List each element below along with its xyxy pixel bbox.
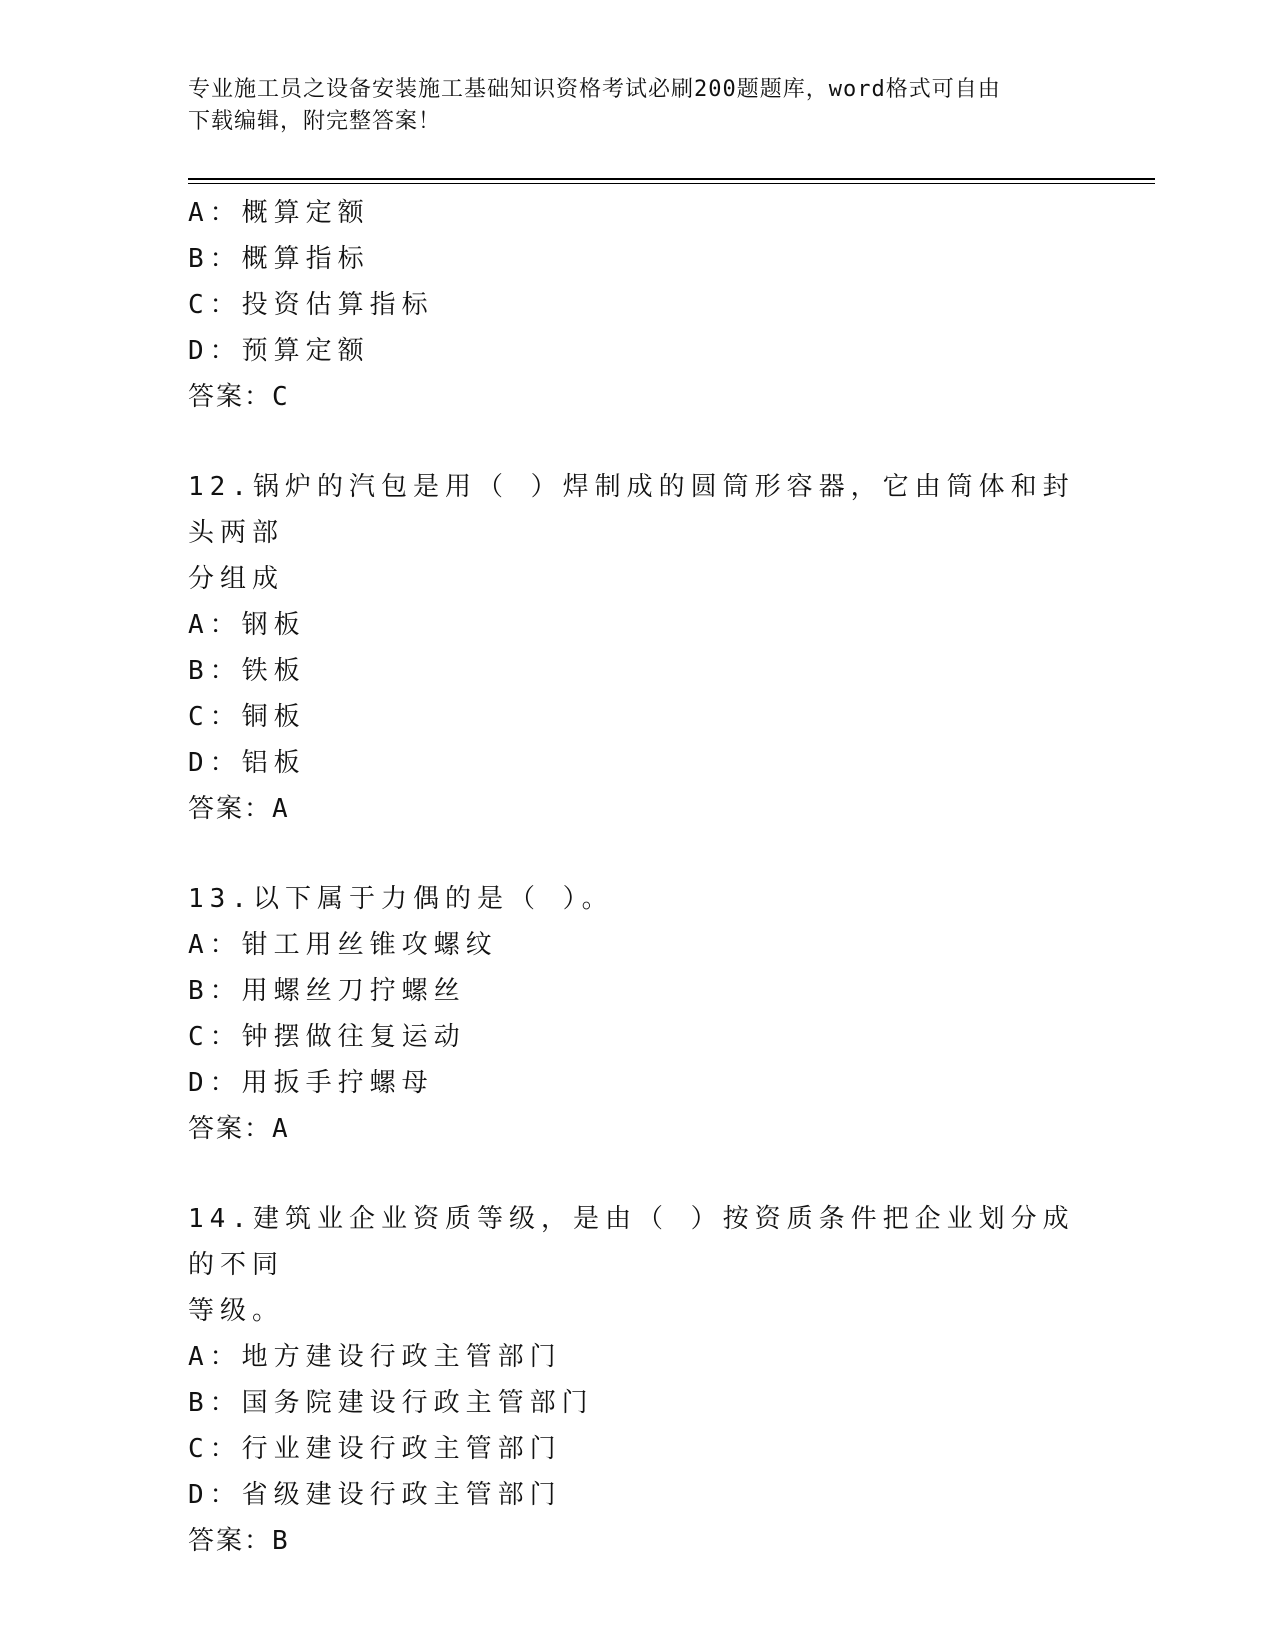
question-11 [188, 190, 1088, 420]
option-d: D：省级建设行政主管部门 [188, 1480, 562, 1510]
header-line-1: 专业施工员之设备安装施工基础知识资格考试必刷200题题库，word格式可自由 [188, 77, 1001, 102]
option-c: C：铜板 [188, 702, 306, 732]
option-a: A：地方建设行政主管部门 [188, 1342, 562, 1372]
header-divider-thick [188, 178, 1155, 180]
option-b: B：国务院建设行政主管部门 [188, 1388, 594, 1418]
option-c: C：行业建设行政主管部门 [188, 1434, 562, 1464]
question-text-line-2: 分组成 [188, 564, 285, 594]
option-c: C：钟摆做往复运动 [188, 1022, 466, 1052]
option-b: B：铁板 [188, 656, 306, 686]
question-text-line-1: 12.锅炉的汽包是用（ ）焊制成的圆筒形容器，它由筒体和封头两部 [188, 472, 1075, 548]
option-a: A：钳工用丝锥攻螺纹 [188, 930, 498, 960]
option-b: B：概算指标 [188, 244, 370, 274]
question-12 [188, 464, 1088, 832]
question-text-line-1: 14.建筑业企业资质等级，是由（ ）按资质条件把企业划分成的不同 [188, 1204, 1075, 1280]
question-text-line-1: 13.以下属于力偶的是（ ）。 [188, 884, 614, 914]
option-d: D：预算定额 [188, 336, 370, 366]
header-divider-thin [188, 183, 1155, 184]
header-line-2: 下载编辑，附完整答案！ [188, 109, 442, 134]
answer-line: 答案：C [188, 382, 290, 412]
option-a: A：钢板 [188, 610, 306, 640]
question-text-line-2: 等级。 [188, 1296, 285, 1326]
answer-line: 答案：B [188, 1526, 290, 1556]
option-a: A：概算定额 [188, 198, 370, 228]
answer-line: 答案：A [188, 794, 290, 824]
document-header [188, 74, 1068, 138]
option-c: C：投资估算指标 [188, 290, 434, 320]
option-d: D：用扳手拧螺母 [188, 1068, 434, 1098]
answer-line: 答案：A [188, 1114, 290, 1144]
question-14 [188, 1196, 1088, 1564]
option-b: B：用螺丝刀拧螺丝 [188, 976, 466, 1006]
option-d: D：铝板 [188, 748, 306, 778]
question-list [188, 190, 1088, 1564]
question-13 [188, 876, 1088, 1152]
